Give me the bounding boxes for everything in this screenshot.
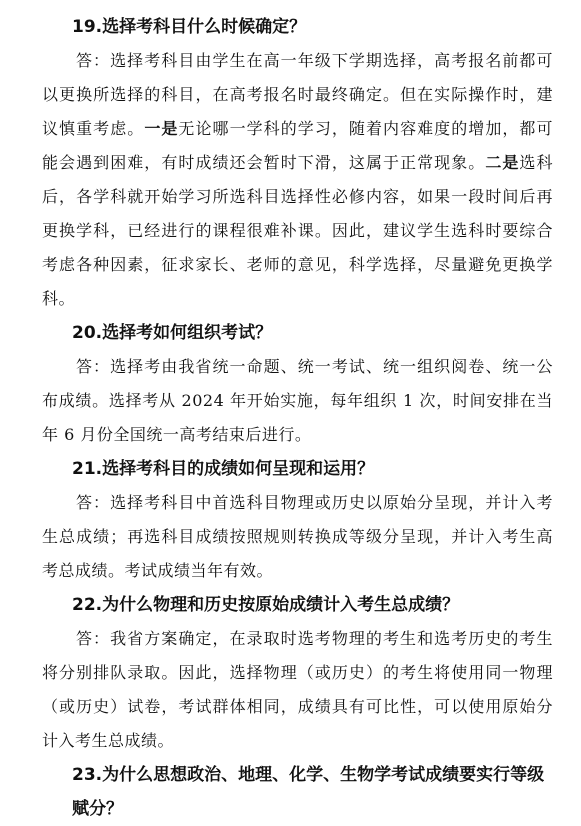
answer-20: 答：选择考由我省统一命题、统一考试、统一组织阅卷、统一公布成绩。选择考从 2024 年开始实施，每年组织 1 次，时间安排在当年 6 月份全国统一高考结束后进行。 bbox=[42, 357, 553, 444]
answer-22: 答：我省方案确定，在录取时选考物理的考生和选考历史的考生将分别排队录取。因此，选择物理（或历史）的考生将使用同一物理（或历史）试卷，考试群体相同，成绩具有可比性，可以使用原始分计入考生总成绩。 bbox=[42, 629, 553, 750]
answer-19-first-point-marker: 一是 bbox=[144, 119, 179, 138]
answer-19-part-1: 答：选择考科目由学生在高一年级下学期选择，高考报名前都可以更换所选择的科目，在高考报名时最终确定。但在实际操作时，建议慎重考虑。 bbox=[42, 51, 553, 138]
answer-19-second-point-marker: 二是 bbox=[485, 153, 520, 172]
question-23: 23.为什么思想政治、地理、化学、生物学考试成绩要实行等级赋分？ bbox=[72, 765, 545, 819]
question-19: 19.选择考科目什么时候确定？ bbox=[72, 17, 307, 37]
answer-21: 答：选择考科目中首选科目物理或历史以原始分呈现，并计入考生总成绩；再选科目成绩按照规则转换成等级分呈现，并计入考生高考总成绩。考试成绩当年有效。 bbox=[42, 493, 553, 580]
answer-19 bbox=[42, 44, 553, 316]
answer-19-part-2: 无论哪一学科的学习，随着内容难度的增加，都可能会遇到困难，有时成绩还会暂时下滑，这属于正常现象。 bbox=[42, 119, 553, 172]
question-22: 22.为什么物理和历史按原始成绩计入考生总成绩？ bbox=[72, 595, 460, 615]
question-20: 20.选择考如何组织考试？ bbox=[72, 323, 273, 343]
question-21: 21.选择考科目的成绩如何呈现和运用？ bbox=[72, 459, 375, 479]
answer-19-part-3: 选科后，各学科就开始学习所选科目选择性必修内容，如果一段时间后再更换学科，已经进行的课程很难补课。因此，建议学生选科时要综合考虑各种因素，征求家长、老师的意见，科学选择，尽量避免更换学科。 bbox=[42, 153, 553, 308]
